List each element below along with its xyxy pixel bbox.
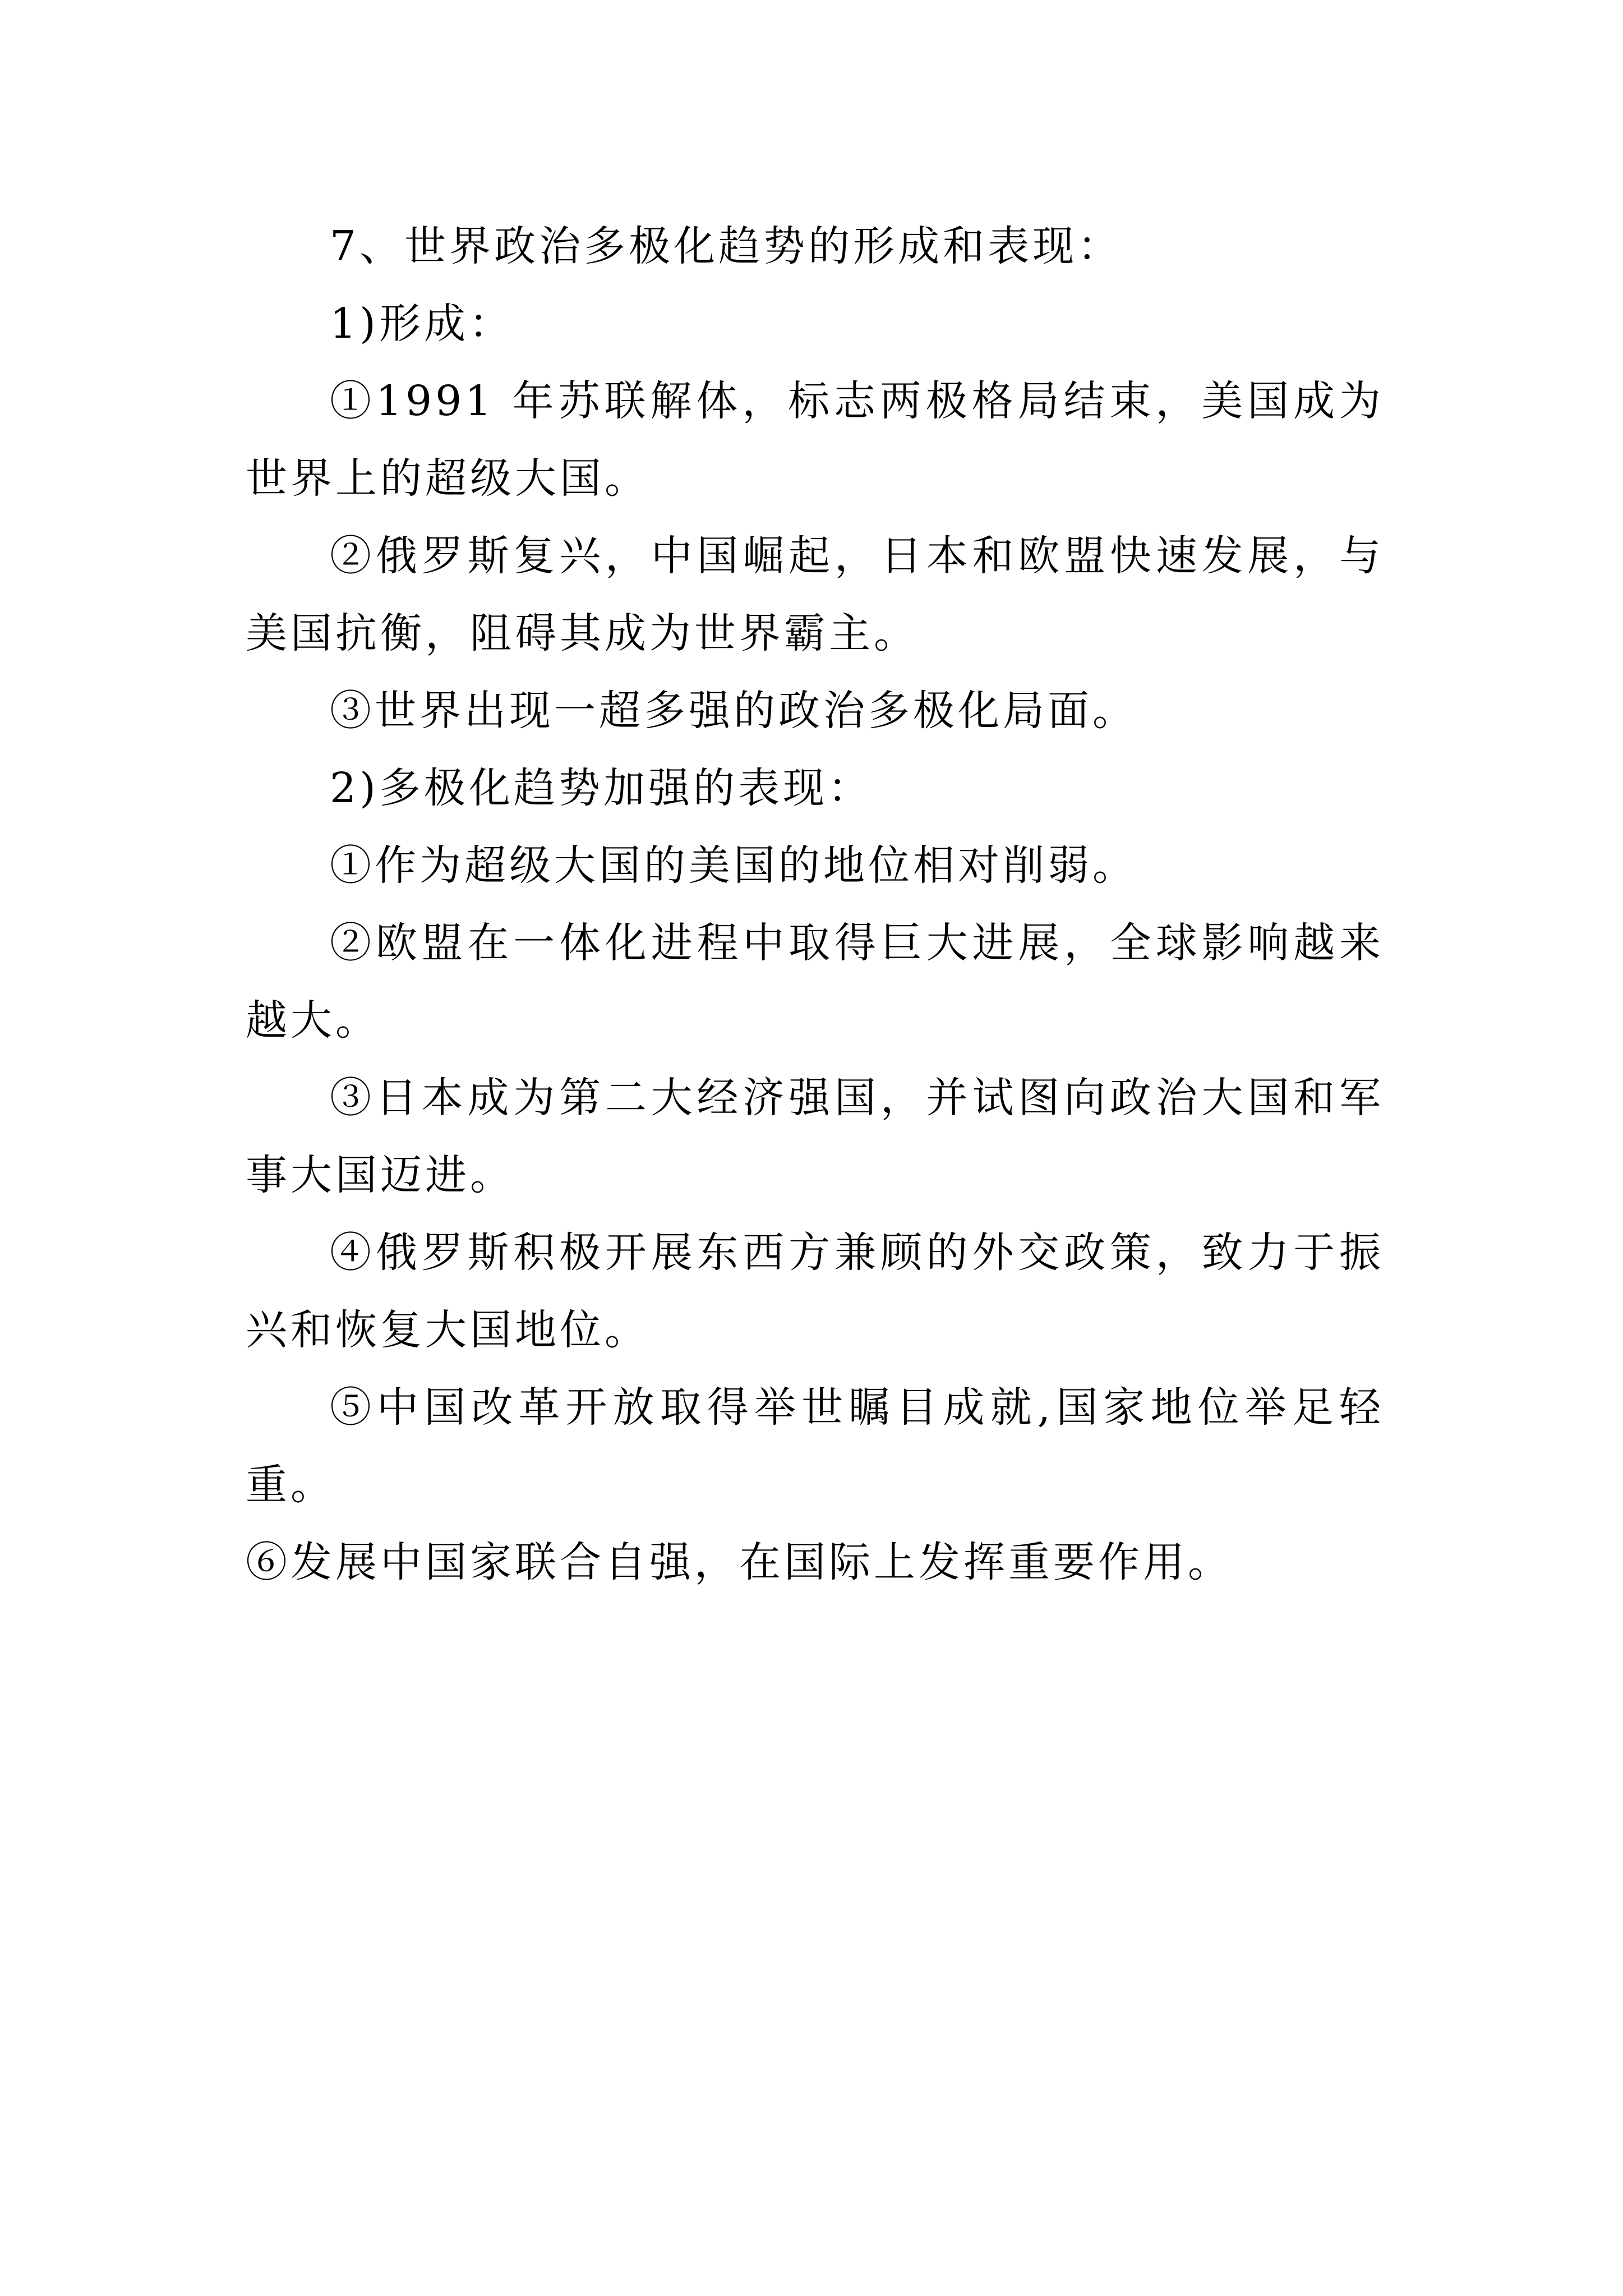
paragraph: ⑥发展中国家联合自强，在国际上发挥重要作用。 [246, 1538, 1233, 1586]
paragraph: ④俄罗斯积极开展东西方兼顾的外交政策，致力于振兴和恢复大国地位。 [246, 1228, 1384, 1354]
subsection-heading: 2)多极化趋势加强的表现： [330, 764, 873, 812]
subsection-heading: 1)形成： [330, 300, 514, 348]
paragraph: ②欧盟在一体化进程中取得巨大进展，全球影响越来越大。 [246, 919, 1384, 1045]
paragraph: ①1991 年苏联解体，标志两极格局结束，美国成为世界上的超级大国。 [246, 377, 1384, 503]
paragraph: ①作为超级大国的美国的地位相对削弱。 [330, 841, 1137, 890]
paragraph: ⑤中国改革开放取得举世瞩目成就,国家地位举足轻重。 [246, 1383, 1384, 1509]
paragraph: ③日本成为第二大经济强国，并试图向政治大国和军事大国迈进。 [246, 1074, 1384, 1199]
paragraph: ③世界出现一超多强的政治多极化局面。 [330, 687, 1137, 735]
section-heading: 7、世界政治多极化趋势的形成和表现： [330, 222, 1123, 270]
document-body [246, 208, 1384, 1601]
paragraph: ②俄罗斯复兴，中国崛起，日本和欧盟快速发展，与美国抗衡，阻碍其成为世界霸主。 [246, 532, 1384, 657]
